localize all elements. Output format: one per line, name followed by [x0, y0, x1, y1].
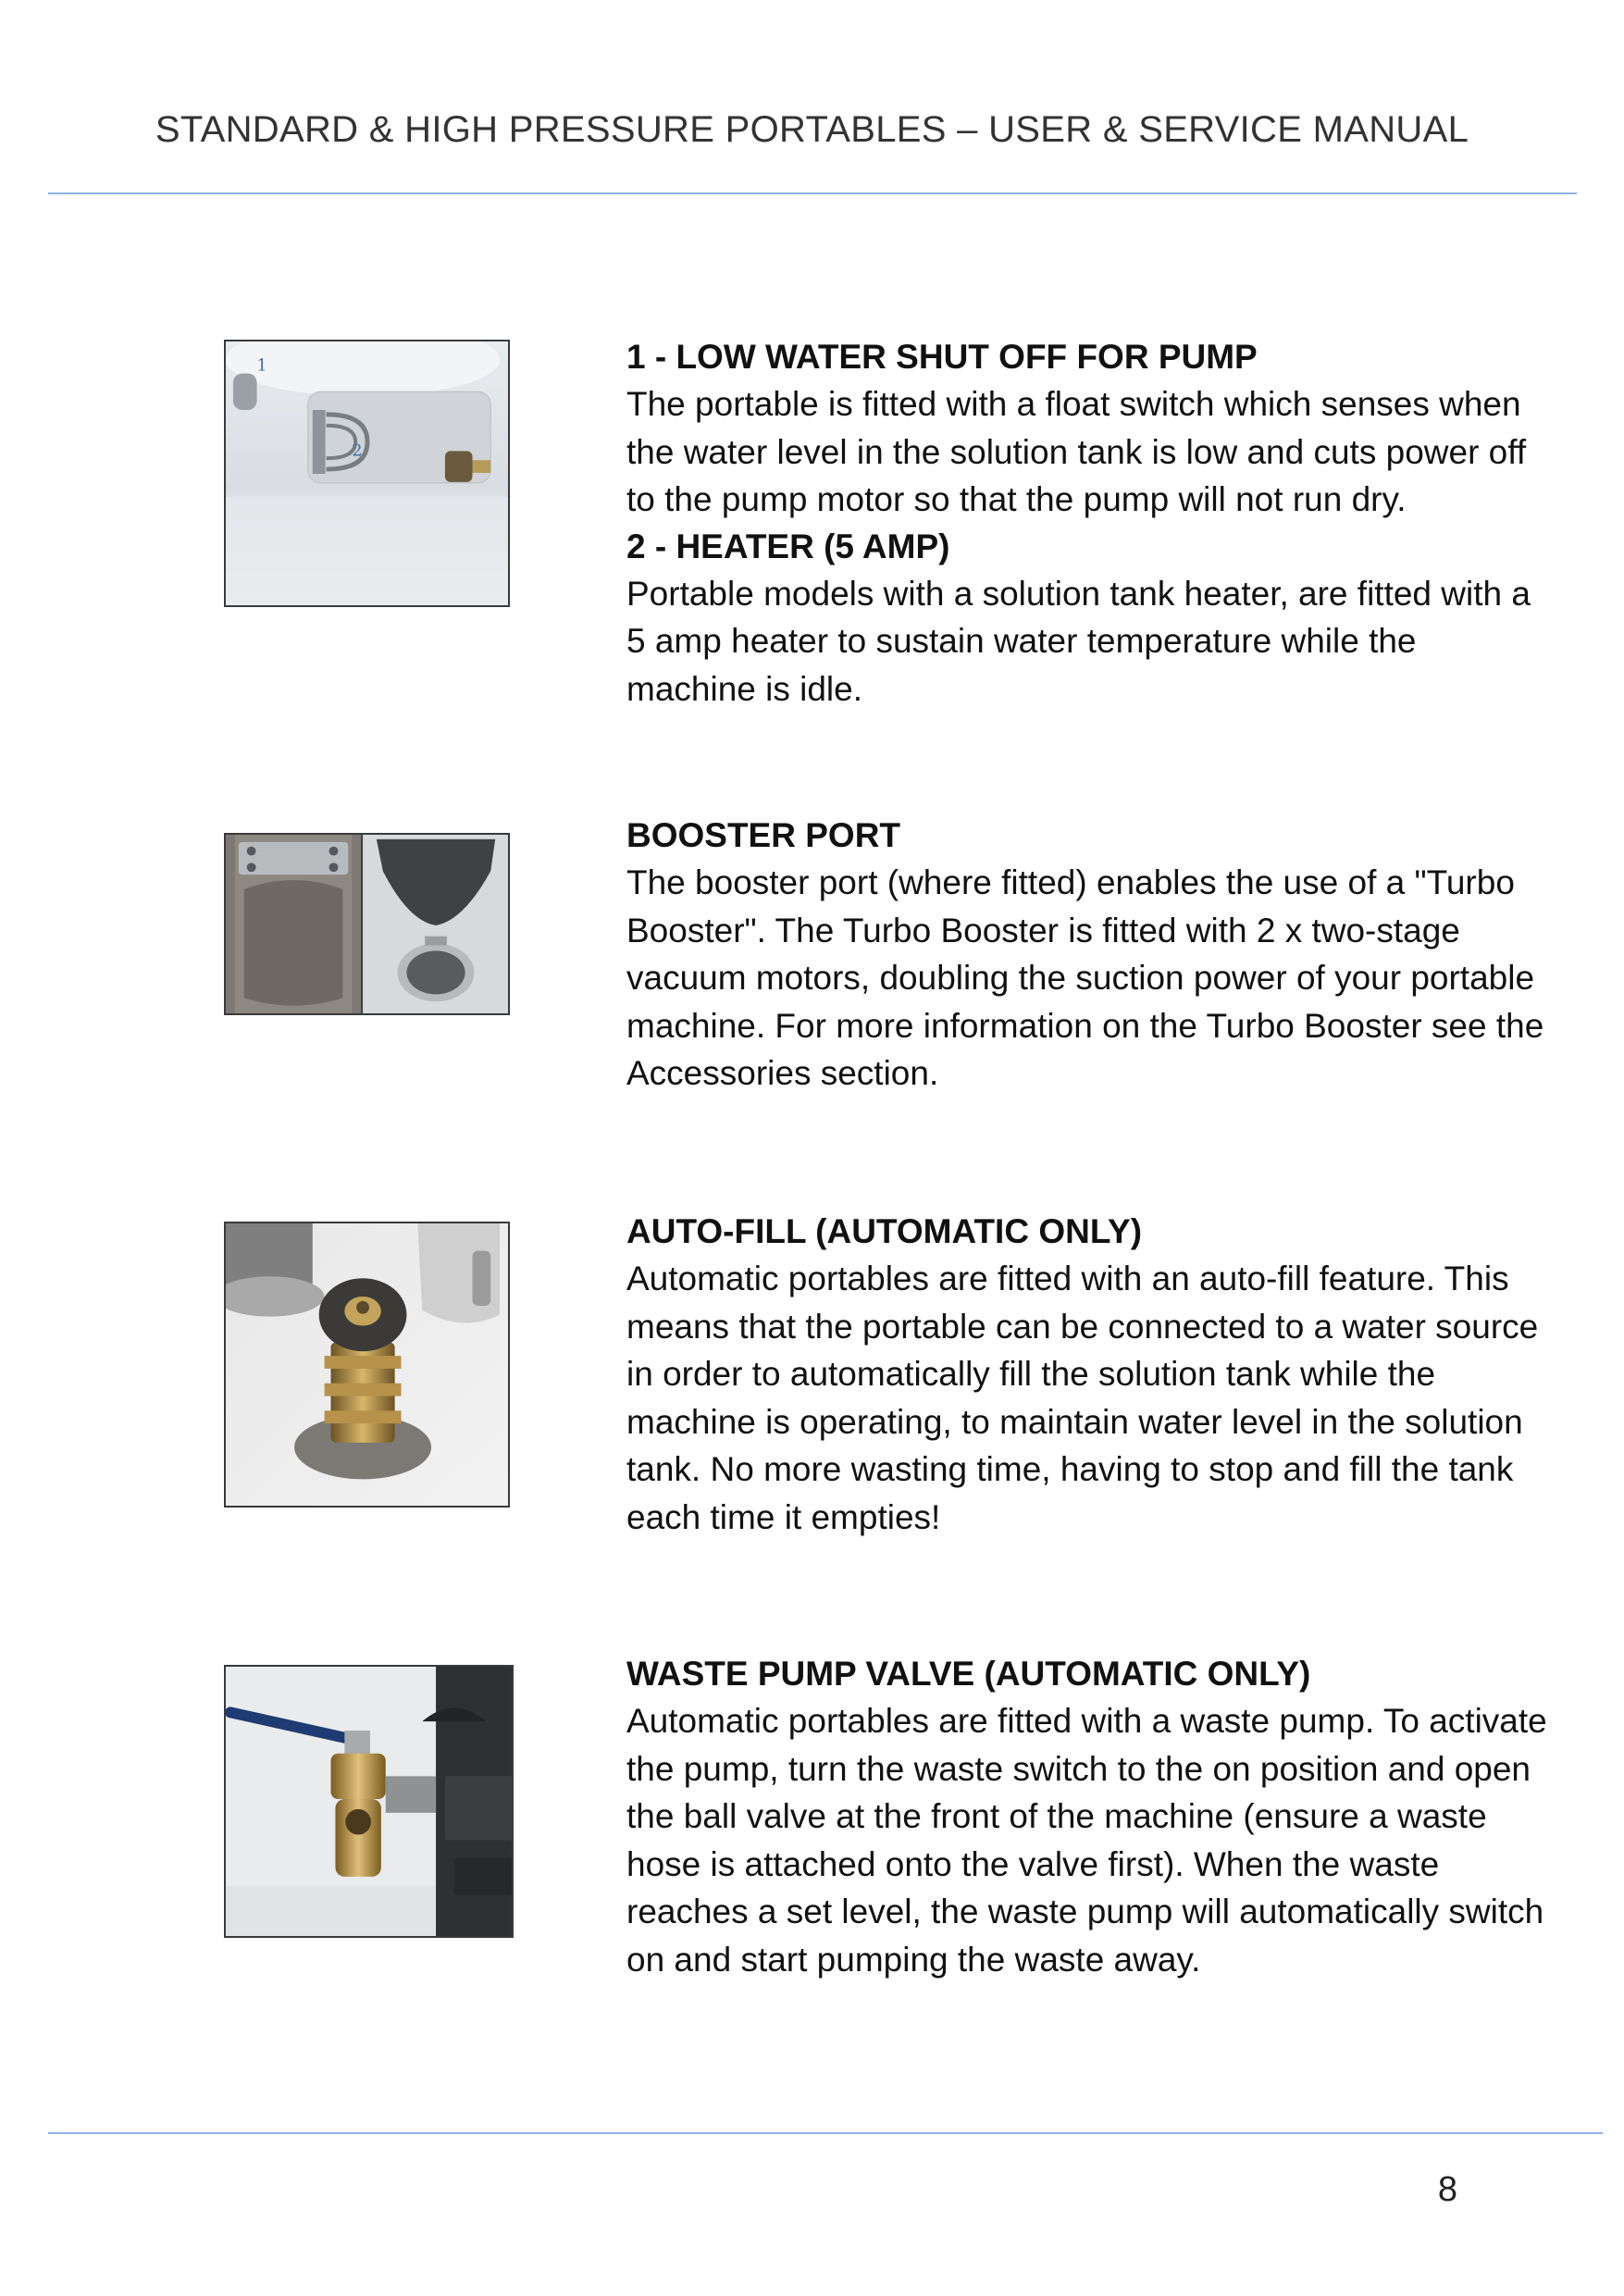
waste-pump-valve-section	[626, 1651, 1552, 1983]
auto-fill-section	[626, 1209, 1552, 1541]
low-water-shutoff-section	[626, 334, 1552, 713]
waste-pump-valve-photo	[224, 1665, 514, 1938]
footer-divider	[48, 2132, 1603, 2134]
page-header-title: STANDARD & HIGH PRESSURE PORTABLES – USER & SERVICE MANUAL	[155, 109, 1469, 150]
section-title: AUTO-FILL (AUTOMATIC ONLY)	[626, 1212, 1143, 1250]
section-title: BOOSTER PORT	[626, 816, 901, 854]
section-body: Automatic portables are fitted with an auto-fill feature. This means that the portable can be connected to a water source in order to automatically fill the solution tank while the machine is operating, to maintain water level in the solution tank. No more wasting time, having to stop and fill the tank each time it empties!	[626, 1260, 1539, 1536]
page-number: 8	[1437, 2170, 1457, 2209]
photo-label-2: 2	[352, 441, 363, 461]
section-title: WASTE PUMP VALVE (AUTOMATIC ONLY)	[626, 1655, 1311, 1693]
auto-fill-connector-photo	[224, 1222, 510, 1508]
booster-port-photo	[224, 833, 510, 1015]
section-body: Automatic portables are fitted with a waste pump. To activate the pump, turn the waste switch to the on position and open the ball valve at the front of the machine (ensure a waste hose is attached onto the valve first). When the waste reaches a set level, the waste pump will automatically switch on and start pumping the waste away.	[626, 1702, 1547, 1979]
photo-label-1: 1	[256, 356, 267, 376]
header-divider	[48, 192, 1577, 194]
section-body: Portable models with a solution tank heater, are fitted with a 5 amp heater to sustain water temperature while the machine is idle.	[626, 574, 1531, 708]
section-body: The booster port (where fitted) enables the use of a "Turbo Booster". The Turbo Booster is fitted with 2 x two-stage vacuum motors, doubling the suction power of your portable machine. For more information on the Turbo Booster see the Accessories section.	[626, 863, 1544, 1092]
section-title: 1 - LOW WATER SHUT OFF FOR PUMP	[626, 338, 1258, 376]
section-body: The portable is fitted with a float switch which senses when the water level in the solution tank is low and cuts power off to the pump motor so that the pump will not run dry.	[626, 385, 1527, 518]
section-title: 2 - HEATER (5 AMP)	[626, 527, 950, 565]
float-switch-heater-photo	[224, 340, 510, 607]
booster-port-section	[626, 813, 1552, 1098]
